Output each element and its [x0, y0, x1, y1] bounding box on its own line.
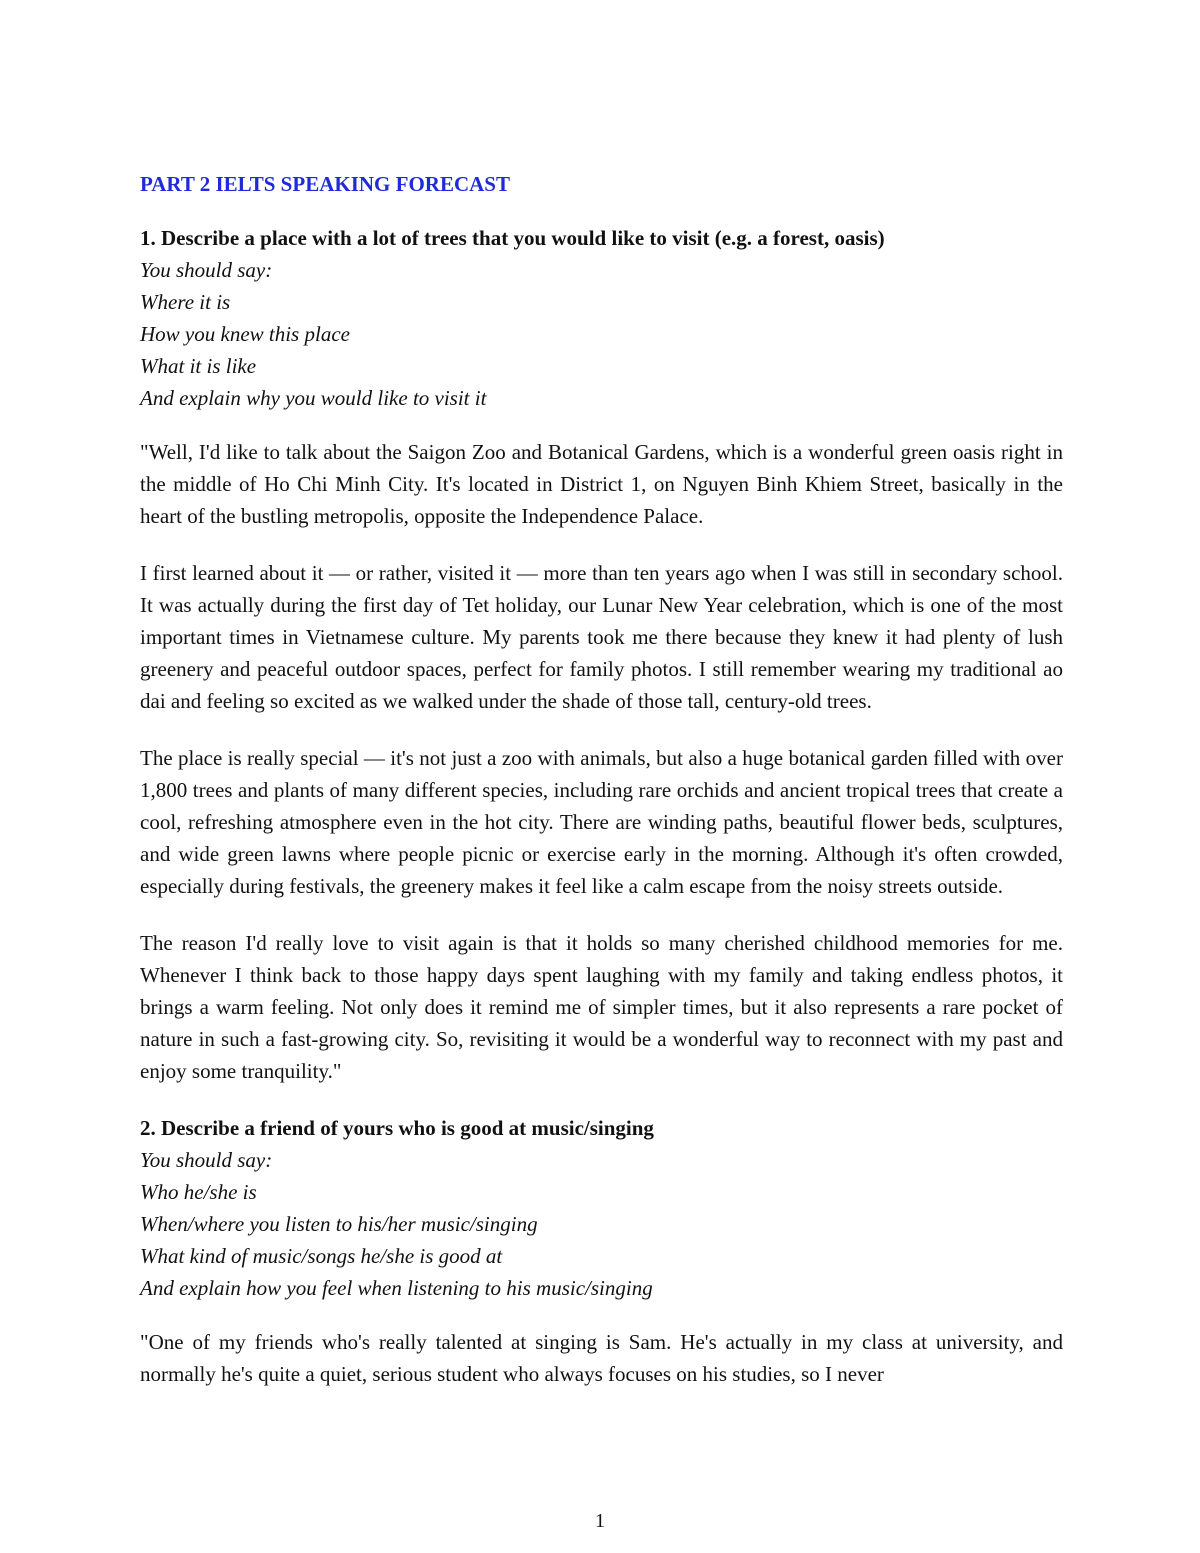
- prompt-line: When/where you listen to his/her music/singing: [140, 1212, 538, 1236]
- question-1-heading: 1. Describe a place with a lot of trees that you would like to visit (e.g. a forest, oasis): [140, 226, 885, 250]
- answer-paragraph: "One of my friends who's really talented at singing is Sam. He's actually in my class at university, and normally he's quite a quiet, serious student who always focuses on his studies, so I never: [140, 1330, 1063, 1386]
- prompt-line: Where it is: [140, 290, 231, 314]
- answer-paragraph: The reason I'd really love to visit again is that it holds so many cherished childhood memories for me. Whenever I think back to those happy days spent laughing with my family and taking endless photos, it brings a warm feeling. Not only does it remind me of simpler times, but it also represents a rare pocket of nature in such a fast-growing city. So, revisiting it would be a wonderful way to reconnect with my past and enjoy some tranquility.": [140, 931, 1063, 1083]
- prompt-line: You should say:: [140, 258, 273, 282]
- document-title: PART 2 IELTS SPEAKING FORECAST: [140, 172, 510, 196]
- answer-paragraph: "Well, I'd like to talk about the Saigon Zoo and Botanical Gardens, which is a wonderful green oasis right in the middle of Ho Chi Minh City. It's located in District 1, on Nguyen Binh Khiem Street, basically in the heart of the bustling metropolis, opposite the Independence Palace.: [140, 440, 1063, 528]
- prompt-line: What kind of music/songs he/she is good at: [140, 1244, 503, 1268]
- page-content: [140, 168, 1063, 1390]
- prompt-line: Who he/she is: [140, 1180, 257, 1204]
- prompt-line: And explain how you feel when listening to his music/singing: [140, 1276, 653, 1300]
- prompt-line: And explain why you would like to visit it: [140, 386, 487, 410]
- question-2: [140, 1112, 1063, 1390]
- answer-paragraph: The place is really special — it's not just a zoo with animals, but also a huge botanical garden filled with over 1,800 trees and plants of many different species, including rare orchids and ancient tropical trees that create a cool, refreshing atmosphere even in the hot city. There are winding paths, beautiful flower beds, sculptures, and wide green lawns where people picnic or exercise early in the morning. Although it's often crowded, especially during festivals, the greenery makes it feel like a calm escape from the noisy streets outside.: [140, 746, 1063, 898]
- answer-paragraph: I first learned about it — or rather, visited it — more than ten years ago when I was still in secondary school. It was actually during the first day of Tet holiday, our Lunar New Year celebration, which is one of the most important times in Vietnamese culture. My parents took me there because they knew it had plenty of lush greenery and peaceful outdoor spaces, perfect for family photos. I still remember wearing my traditional ao dai and feeling so excited as we walked under the shade of those tall, century-old trees.: [140, 561, 1063, 713]
- prompt-line: How you knew this place: [140, 322, 350, 346]
- page-number: 1: [595, 1510, 605, 1532]
- prompt-line: What it is like: [140, 354, 257, 378]
- question-1-prompt: [140, 254, 1063, 414]
- question-2-prompt: [140, 1144, 1063, 1304]
- question-2-heading: 2. Describe a friend of yours who is good at music/singing: [140, 1116, 654, 1140]
- prompt-line: You should say:: [140, 1148, 273, 1172]
- question-1: [140, 222, 1063, 1087]
